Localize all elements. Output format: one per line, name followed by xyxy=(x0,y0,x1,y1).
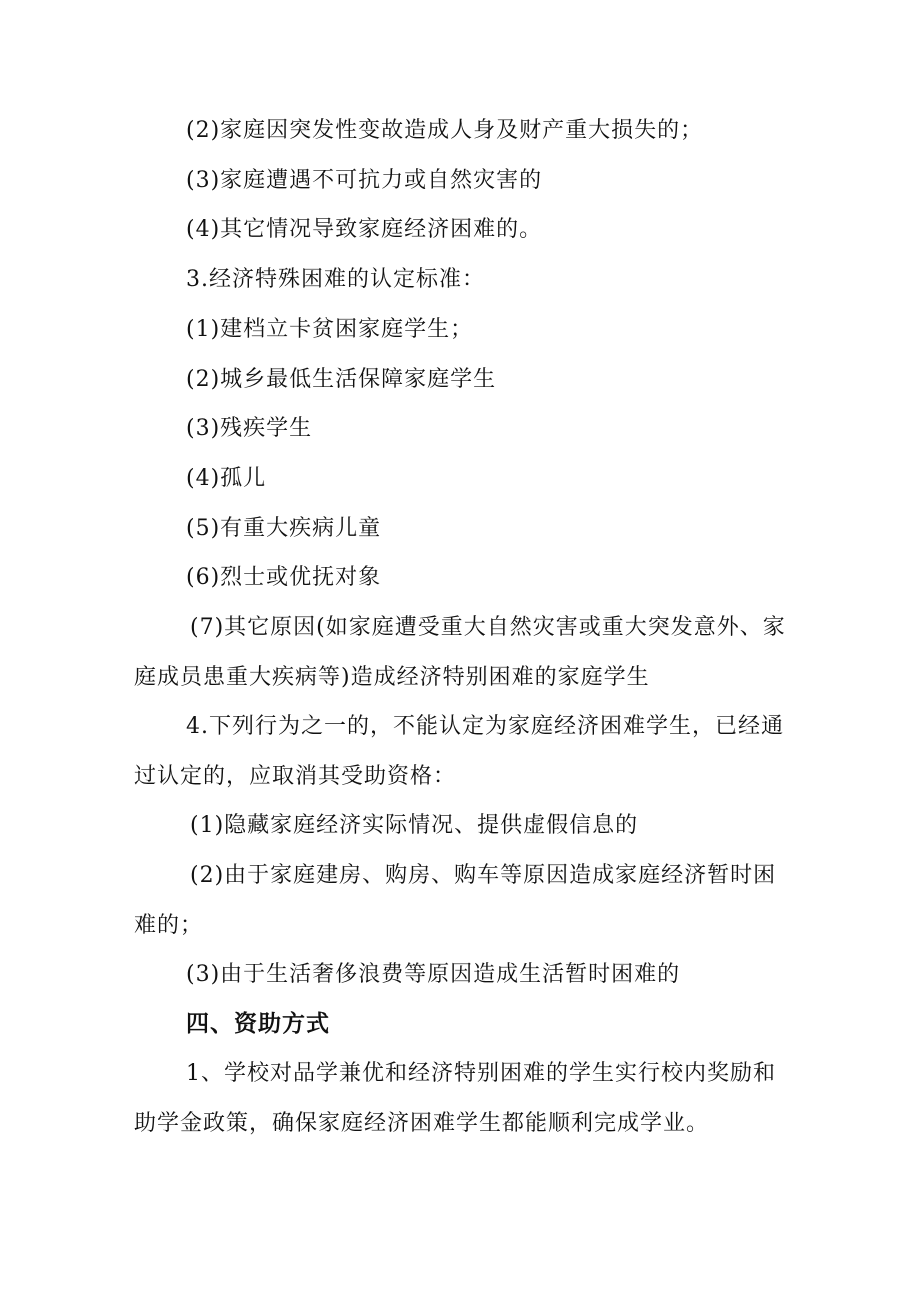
criteria-item-2: (2)城乡最低生活保障家庭学生 xyxy=(186,367,497,392)
section-4-line-1: 4.下列行为之一的，不能认定为家庭经济困难学生，已经通 xyxy=(186,714,784,739)
item-4-other-hardship: (4)其它情况导致家庭经济困难的。 xyxy=(186,217,543,242)
criteria-item-4: (4)孤儿 xyxy=(186,466,267,491)
criteria-item-1: (1)建档立卡贫困家庭学生； xyxy=(186,317,474,342)
funding-paragraph-line-1: 1、学校对品学兼优和经济特别困难的学生实行校内奖励和 xyxy=(186,1061,776,1086)
section-3-criteria: 3.经济特殊困难的认定标准： xyxy=(186,267,485,292)
criteria-item-7-line-2: 庭成员患重大疾病等)造成经济特别困难的家庭学生 xyxy=(134,665,650,690)
section-heading-funding-methods: 四、资助方式 xyxy=(186,1011,330,1037)
item-2-sudden-loss: (2)家庭因突发性变故造成人身及财产重大损失的； xyxy=(186,118,704,143)
exclusion-item-2-line-2: 难的； xyxy=(134,913,204,938)
exclusion-item-3: (3)由于生活奢侈浪费等原因造成生活暂时困难的 xyxy=(186,962,681,987)
criteria-item-5: (5)有重大疾病儿童 xyxy=(186,516,382,541)
criteria-item-3: (3)残疾学生 xyxy=(186,416,313,441)
exclusion-item-2-line-1: (2)由于家庭建房、购房、购车等原因造成家庭经济暂时困 xyxy=(190,863,777,888)
item-3-force-majeure: (3)家庭遭遇不可抗力或自然灾害的 xyxy=(186,168,543,193)
funding-paragraph-line-2: 助学金政策，确保家庭经济困难学生都能顺利完成学业。 xyxy=(134,1111,710,1136)
exclusion-item-1: (1)隐藏家庭经济实际情况、提供虚假信息的 xyxy=(190,813,639,838)
criteria-item-6: (6)烈士或优抚对象 xyxy=(186,565,382,590)
section-4-line-2: 过认定的，应取消其受助资格： xyxy=(134,764,457,789)
criteria-item-7-line-1: (7)其它原因(如家庭遭受重大自然灾害或重大突发意外、家 xyxy=(190,615,786,640)
